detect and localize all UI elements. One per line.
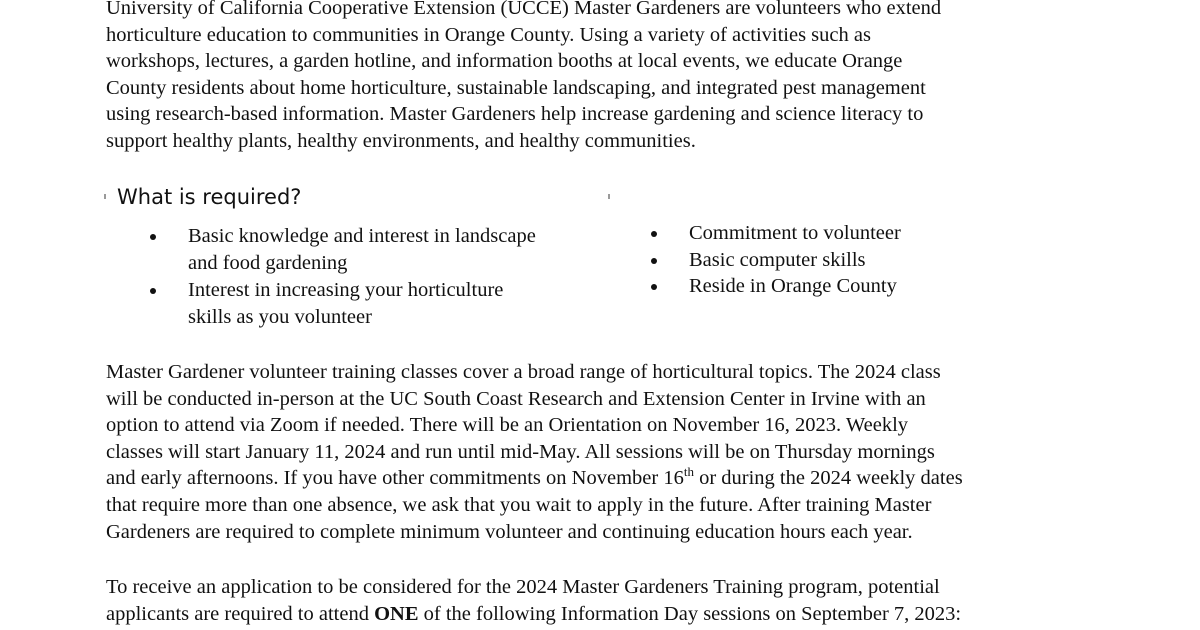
bullet-icon — [651, 284, 657, 290]
application-line-with-emphasis — [106, 601, 1106, 628]
training-line: Master Gardener volunteer training classes cover a broad range of horticultural topics. The 2024 class — [106, 361, 941, 383]
ordinal-suffix: th — [683, 464, 694, 480]
training-line-text: and early afternoons. If you have other commitments on November 16 — [106, 467, 684, 490]
intro-line: using research-based information. Master Gardeners help increase gardening and science literacy to — [106, 103, 924, 126]
list-item-text: Interest in increasing your horticulture — [188, 279, 504, 302]
list-item-text: Commitment to volunteer — [689, 222, 901, 244]
training-line: will be conducted in-person at the UC South Coast Research and Extension Center in Irvine with an — [106, 387, 926, 410]
bullet-icon — [651, 258, 657, 264]
intro-line: University of California Cooperative Extension (UCCE) Master Gardeners are volunteers who extend — [106, 0, 942, 19]
emphasis-text: ONE — [374, 602, 419, 625]
bullet-icon — [150, 288, 156, 294]
list-item — [651, 273, 1111, 300]
requirements-list-right — [651, 220, 1111, 300]
heading-border-mark — [608, 194, 610, 199]
requirements-heading-row — [104, 183, 614, 211]
list-item-text: and food gardening — [188, 251, 348, 274]
list-item-text: Basic knowledge and interest in landscape — [188, 225, 536, 247]
application-line: To receive an application to be considered for the 2024 Master Gardeners Training program, potential — [106, 576, 940, 598]
intro-paragraph — [106, 0, 1106, 155]
intro-line: horticulture education to communities in Orange County. Using a variety of activities such as — [106, 23, 871, 46]
list-item-text: Reside in Orange County — [689, 275, 897, 298]
list-item — [150, 223, 610, 276]
list-item — [651, 220, 1111, 247]
intro-line: workshops, lectures, a garden hotline, and information booths at local events, we educate Orange — [106, 50, 903, 73]
list-item-text: skills as you volunteer — [188, 305, 372, 328]
intro-line: County residents about home horticulture, sustainable landscaping, and integrated pest management — [106, 76, 926, 99]
training-line: Gardeners are required to complete minimum volunteer and continuing education hours each year. — [106, 520, 913, 543]
training-paragraph — [106, 359, 1106, 545]
application-paragraph — [106, 574, 1106, 627]
training-line-with-date — [106, 465, 1106, 492]
list-item — [651, 247, 1111, 274]
application-line-text: of the following Information Day sessions on September 7, 2023: — [418, 602, 962, 625]
bullet-icon — [651, 231, 657, 237]
training-line-text: or during the 2024 weekly dates — [693, 467, 963, 490]
training-line: option to attend via Zoom if needed. There will be an Orientation on November 16, 2023. Weekly — [106, 414, 909, 437]
bullet-icon — [150, 234, 156, 240]
application-line-text: applicants are required to attend — [106, 602, 375, 625]
training-line: that require more than one absence, we ask that you wait to apply in the future. After training Master — [106, 493, 932, 516]
intro-line: support healthy plants, healthy environments, and healthy communities. — [106, 129, 696, 152]
requirements-heading: What is required? — [117, 185, 302, 209]
list-item — [150, 277, 610, 330]
requirements-list-left — [150, 223, 610, 330]
list-item-text: Basic computer skills — [689, 248, 866, 271]
training-line: classes will start January 11, 2024 and run until mid-May. All sessions will be on Thursday mornings — [106, 440, 935, 463]
heading-border-mark — [104, 194, 106, 199]
